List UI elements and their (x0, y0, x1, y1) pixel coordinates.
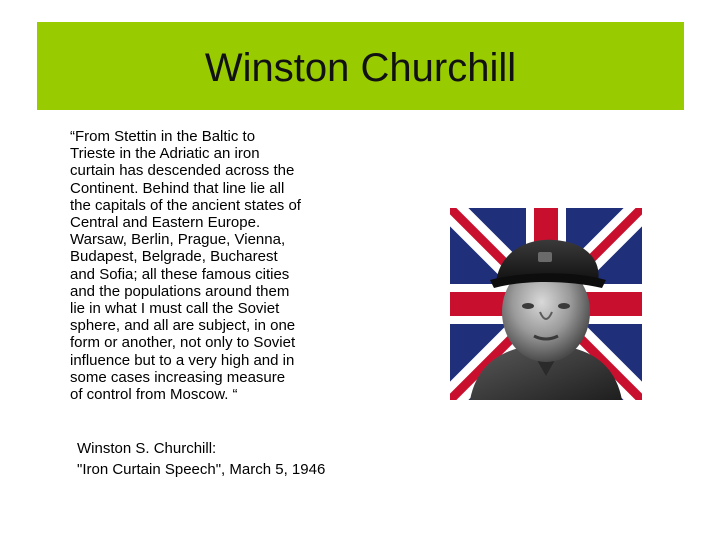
quote-text (70, 128, 370, 403)
quote-line: sphere, and all are subject, in one (70, 317, 296, 335)
quote-line: the capitals of the ancient states of (70, 196, 301, 214)
quote-line: Central and Eastern Europe. (70, 214, 261, 232)
attribution-author: Winston S. Churchill: (77, 440, 217, 457)
title-band (37, 22, 684, 110)
quote-line: Budapest, Belgrade, Bucharest (70, 248, 278, 266)
quote-line: influence but to a very high and in (70, 351, 295, 369)
quote-line: and the populations around them (70, 282, 290, 300)
quote-line: some cases increasing measure (70, 368, 286, 386)
quote-line: form or another, not only to Soviet (70, 334, 296, 352)
quote-line: Trieste in the Adriatic an iron (70, 145, 260, 163)
churchill-portrait-image (450, 208, 642, 400)
portrait-svg (450, 208, 642, 400)
quote-line: lie in what I must call the Soviet (70, 300, 280, 318)
slide-title: Winston Churchill (204, 46, 517, 90)
quote-line: of control from Moscow. “ (70, 386, 238, 404)
attribution-source: "Iron Curtain Speech", March 5, 1946 (77, 461, 326, 478)
quote-line: Warsaw, Berlin, Prague, Vienna, (70, 231, 286, 249)
quote-line: Continent. Behind that line lie all (70, 179, 285, 197)
quote-line: curtain has descended across the (70, 162, 295, 180)
quote-line: “From Stettin in the Baltic to (70, 128, 256, 145)
quote-line: and Sofia; all these famous cities (70, 265, 290, 283)
quote-attribution (77, 438, 325, 480)
